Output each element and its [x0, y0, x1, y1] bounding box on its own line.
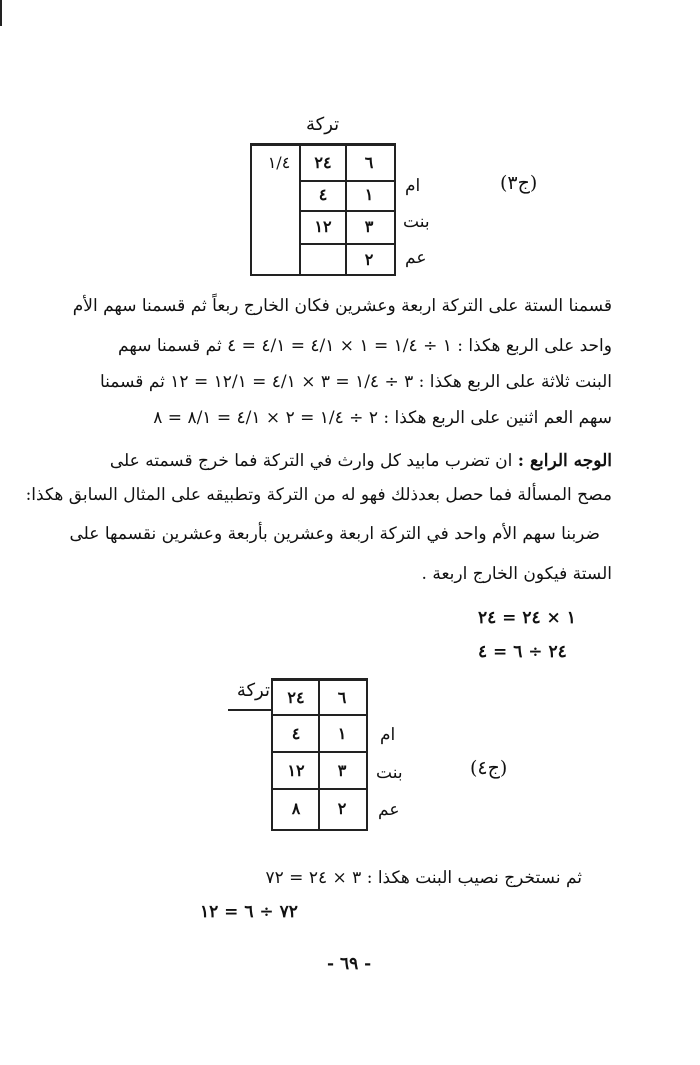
paragraph-line: البنت ثلاثة على الربع هكذا : ٣ ÷ ١/٤ = ٣ × ٤/١ = ١٢/١ = ١٢ ثم قسمنا: [99, 372, 612, 392]
table1-cell: ٣: [364, 217, 374, 236]
inheritance-table-1: [250, 143, 396, 276]
paragraph-line: الستة فيكون الخارج اربعة .: [421, 564, 612, 584]
table1-cell: ١: [364, 185, 374, 204]
table2-cell: ٢: [337, 799, 347, 818]
closing-line: ثم نستخرج نصيب البنت هكذا : ٣ × ٢٤ = ٧٢: [265, 868, 582, 888]
paragraph-line: سهم العم اثنين على الربع هكذا : ٢ ÷ ١/٤ = ٢ × ٤/١ = ٨/١ = ٨: [153, 408, 612, 428]
calculation-line: ١ × ٢٤ = ٢٤: [478, 608, 576, 628]
paragraph-line: قسمنا الستة على التركة اربعة وعشرين فكان الخارج ربعاً ثم قسمنا سهم الأم: [72, 296, 612, 316]
table2-heir-label: بنت: [376, 763, 403, 783]
table1-header-base: ٦: [364, 153, 374, 172]
table1-heir-label: عم: [405, 248, 427, 268]
paragraph-line: ضربنا سهم الأم واحد في التركة اربعة وعشرين بأربعة وعشرين نقسمها على: [69, 524, 600, 544]
table1-cell: ١٢: [314, 217, 332, 236]
case-label-2: (ج٤): [470, 757, 508, 779]
table2-header-base: ٦: [337, 688, 347, 707]
table2-cell: ١: [337, 724, 347, 743]
section-first-line: [110, 451, 612, 471]
section-text: ان تضرب مابيد كل وارث في التركة فما خرج قسمته على: [109, 451, 513, 471]
table1-cell: ٤: [318, 185, 328, 204]
closing-calc: ٧٢ ÷ ٦ = ١٢: [200, 902, 298, 922]
inheritance-table-2: [271, 678, 368, 831]
table2-cell: ٨: [291, 799, 301, 818]
table2-heir-label: عم: [378, 800, 400, 820]
table1-cell: ٢: [364, 250, 374, 269]
section-heading: الوجه الرابع :: [517, 451, 612, 471]
page-edge-mark: [0, 0, 2, 26]
table2-heir-label: ام: [380, 725, 396, 745]
table1-heir-label: ام: [405, 176, 421, 196]
table1-heir-label: بنت: [403, 212, 430, 232]
case-label-1: (ج٣): [500, 172, 538, 194]
table2-cell: ٤: [291, 724, 301, 743]
paragraph-line: مصح المسألة فما حصل بعدذلك فهو له من التركة وتطبيقه على المثال السابق هكذا:: [25, 485, 612, 505]
table2-cell: ٣: [337, 761, 347, 780]
calculation-line: ٢٤ ÷ ٦ = ٤: [478, 642, 567, 662]
table2-header-total: ٢٤: [287, 688, 305, 707]
table1-title: تركة: [306, 114, 340, 135]
page-number: - ٦٩ -: [327, 954, 372, 974]
table2-cell: ١٢: [287, 761, 305, 780]
paragraph-line: واحد على الربع هكذا : ١ ÷ ١/٤ = ١ × ٤/١ = ٤/١ = ٤ ثم قسمنا سهم: [118, 336, 612, 356]
table1-fraction: ١/٤: [267, 153, 291, 172]
table1-header-total: ٢٤: [314, 153, 332, 172]
table2-title: تركة: [228, 680, 272, 711]
